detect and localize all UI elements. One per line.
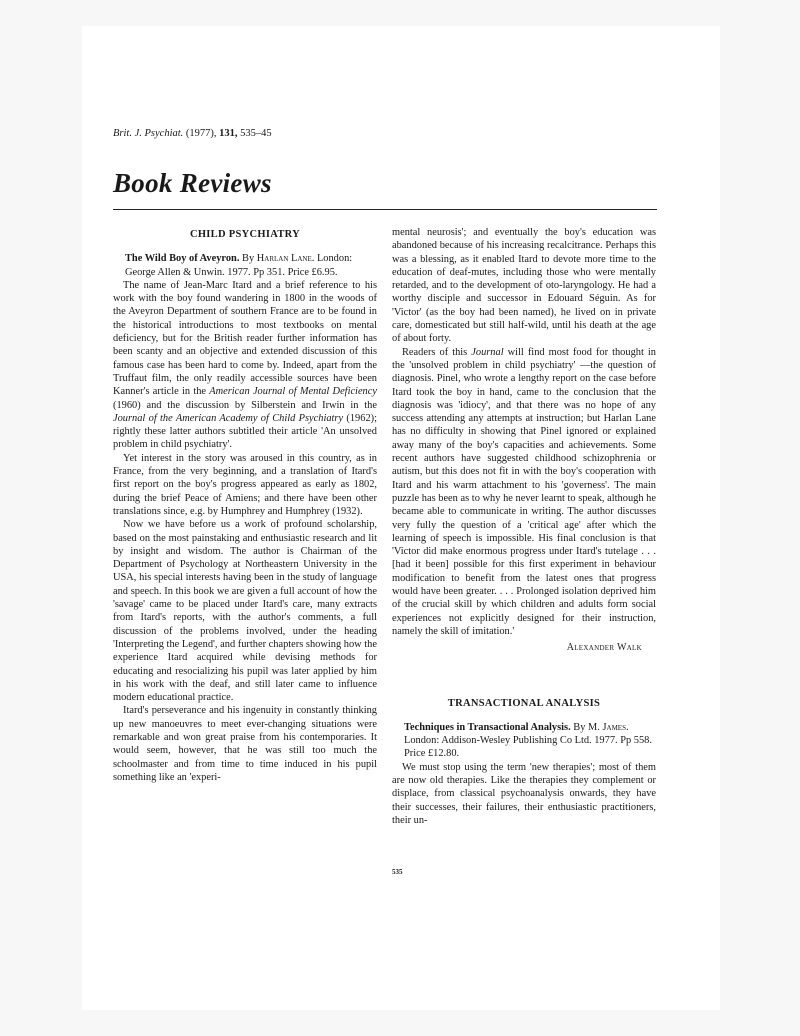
- review2-publication: London: Addison-Wesley Publishing Co Ltd. 1977. Pp 558. Price £12.80.: [404, 735, 652, 760]
- citation-year: (1977),: [185, 128, 217, 139]
- review2-section-heading: TRANSACTIONAL ANALYSIS: [447, 697, 601, 709]
- review2-book-title: Techniques in Transactional Analysis.: [404, 721, 571, 733]
- review1-paragraph-4: Itard's perseverance and his ingenuity in constantly thinking up new manoeuvres to meet ever-changing situations were remarkable and won great praise from his contemporaries. It would seem, however, that he was still too much the schoolmaster and from time to time induced in his pupil something like an 'experi-: [113, 705, 377, 783]
- review2-by: By: [573, 721, 586, 733]
- review1-p1-text-c: (1960) and the discussion by Silberstein and Irwin in the: [113, 399, 377, 411]
- citation-journal: Brit. J. Psychiat.: [113, 128, 184, 139]
- review1-book-entry: [113, 252, 377, 279]
- review2-paragraph-1: We must stop using the term 'new therapies'; most of them are now old therapies. Like the therapies they complement or displace, from classical psychoanalysis onwards, they have their successes, their failures, their enthusiastic practitioners, their un-: [392, 761, 656, 826]
- title-rule: [113, 209, 657, 210]
- review1-paragraph-5: mental neurosis'; and eventually the boy's education was abandoned because of his increasing recalcitrance. Perhaps this was a blessing, as it enabled Itard to devote more time to the education of deaf-mutes, including those who were mentally retarded, and to the development of oto-laryngology. He had a worthy disciple and successor in Edouard Séguin. As for 'Victor' (as the boy had been named), he lived on in private care, domesticated but still half-wild, until his death at the age of about forty.: [392, 227, 656, 345]
- section-gap: [392, 655, 656, 695]
- review1-paragraph-6: [392, 346, 656, 639]
- page-title: Book Reviews: [113, 168, 272, 198]
- review1-p6-text-c: will find most food for thought in the 'unsolved problem in child psychiatry' —the question of diagnosis. Pinel, who wrote a lengthy report on the case before Itard took the boy in hand, came to the conclusion that the diagnosis was 'idiocy', and that there was no hope of any success attending any attempts at instruction; but Harlan Lane has no difficulty in showing that Pinel ignored or explained away many of the boy's capacities and achievements. Some recent authors have suggested childhood schizophrenia or autism, but this does not fit in with the boy's cooperation with Itard and his warm attachment to his 'governess'. The main puzzle has been as to why he never learnt to speak, although he became able to communicate in writing. The author discusses very fully the question of a 'critical age' after which the learning of speech is impossible. His final conclusion is that 'Victor did make enormous progress under Itard's tutelage . . . [had it been] possible for this first experiment in behaviour modification to benefit from the latest ones that progress would have been greater. . . . Prolonged isolation deprived him of the crucial skill by which children and adults form social experiences not explicitly designed for their instruction, namely the skill of imitation.': [392, 346, 656, 637]
- review1-publication: London: George Allen & Unwin. 1977. Pp 351. Price £6.95.: [125, 253, 353, 278]
- review1-p6-text-a: Readers of this: [402, 346, 468, 358]
- journal-citation: [113, 128, 272, 139]
- review1-p1-journal-ref-2: Journal of the American Academy of Child Psychiatry: [113, 412, 344, 424]
- right-column: [392, 226, 656, 827]
- review1-book-title: The Wild Boy of Aveyron.: [125, 253, 240, 265]
- citation-volume: 131,: [219, 128, 238, 139]
- review1-p1-journal-ref-1: American Journal of Mental Deficiency: [209, 386, 377, 398]
- review1-by: By: [242, 253, 255, 265]
- left-column: [113, 226, 377, 784]
- review1-reviewer: Alexander Walk: [566, 642, 642, 654]
- review1-paragraph-1: [113, 279, 377, 452]
- review2-author: M. James.: [588, 721, 629, 733]
- review1-paragraph-2: Yet interest in the story was aroused in this country, as in France, from the very beginning, and a translation of Itard's first report on the boy's progress appeared as early as 1802, during the brief Peace of Amiens; and there have been other translations since, e.g. by Humphrey and Humphrey (1932).: [113, 452, 377, 517]
- citation-pages: 535–45: [240, 128, 272, 139]
- review1-p6-journal: Journal: [471, 346, 504, 358]
- page-number: 535: [392, 868, 403, 876]
- review1-section-heading: CHILD PSYCHIATRY: [189, 229, 301, 240]
- review1-author: Harlan Lane.: [256, 253, 315, 265]
- review1-p1-text-a: The name of Jean-Marc Itard and a brief reference to his work with the boy found wandering in 1800 in the woods of the Aveyron Department of southern France are to be found in the historical introductions to most textbooks on mental deficiency, but for the British reader further information has been scanty and an objective and extended discussion of this famous case has been hard to come by. Indeed, apart from the Truffaut film, the only readily accessible sources have been Kanner's article in the: [113, 279, 377, 398]
- review1-paragraph-3: Now we have before us a work of profound scholarship, based on the most painstaking and enthusiastic research and lit by insight and wisdom. The author is Chairman of the Department of Psychology at Northeastern University in the USA, his special interests having been in the study of language and speech. In this book we are given a full account of how the 'savage' came to be placed under Itard's care, many extracts from Itard's reports, with the author's comments, a full discussion of the problems involved, under the heading 'Interpreting the Legend', and further chapters showing how the experience Itard acquired while devising methods for educating and resocializing his pupil was later applied by him in his work with the deaf, and still later came to influence modern educational practice.: [113, 519, 377, 704]
- review1-p1-text-e: (1962); rightly these latter authors subtitled their article 'An unsolved problem in child psychiatry'.: [113, 412, 377, 451]
- review2-book-entry: [392, 721, 656, 761]
